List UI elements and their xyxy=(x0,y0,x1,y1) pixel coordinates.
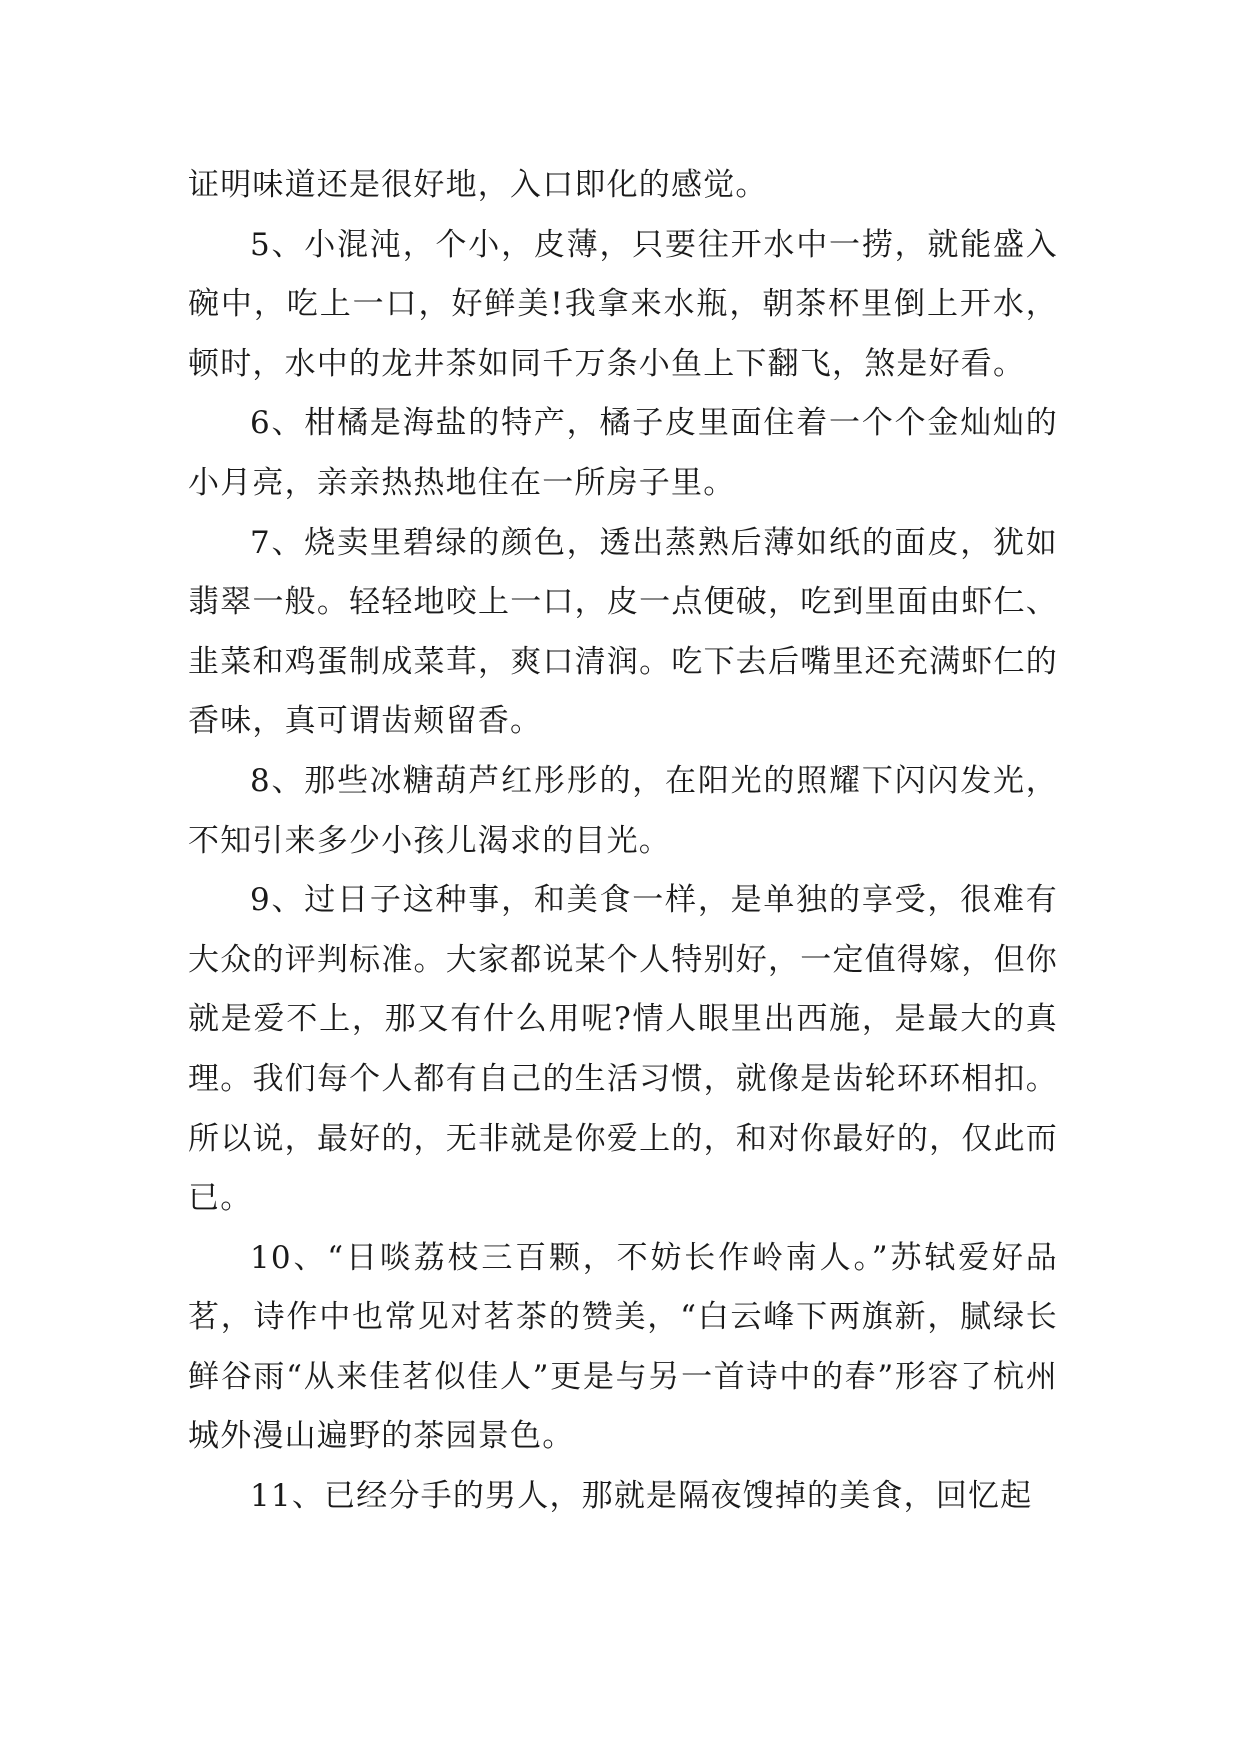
paragraph-item-8: 8、那些冰糖葫芦红彤彤的，在阳光的照耀下闪闪发光，不知引来多少小孩儿渴求的目光。 xyxy=(188,762,1058,859)
paragraph-item-7: 7、烧卖里碧绿的颜色，透出蒸熟后薄如纸的面皮，犹如翡翠一般。轻轻地咬上一口，皮一点便破，吃到里面由虾仁、韭菜和鸡蛋制成菜茸，爽口清润。吃下去后嘴里还充满虾仁的香味，真可谓齿颊留香。 xyxy=(188,524,1058,740)
paragraph-item-11: 11、已经分手的男人，那就是隔夜馊掉的美食，回忆起 xyxy=(250,1478,1033,1515)
paragraph-item-9: 9、过日子这种事，和美食一样，是单独的享受，很难有大众的评判标准。大家都说某个人特别好，一定值得嫁，但你就是爱不上，那又有什么用呢?情人眼里出西施，是最大的真理。我们每个人都有自己的生活习惯，就像是齿轮环环相扣。所以说，最好的，无非就是你爱上的，和对你最好的，仅此而已。 xyxy=(188,882,1058,1217)
document-body xyxy=(188,156,1058,1527)
paragraph-item-10: 10、“日啖荔枝三百颗，不妨长作岭南人。”苏轼爱好品茗，诗作中也常见对茗茶的赞美，“白云峰下两旗新，腻绿长鲜谷雨“从来佳茗似佳人”更是与另一首诗中的春”形容了杭州城外漫山遍野的茶园景色。 xyxy=(188,1239,1058,1455)
paragraph-item-6: 6、柑橘是海盐的特产，橘子皮里面住着一个个金灿灿的小月亮，亲亲热热地住在一所房子里。 xyxy=(188,405,1058,501)
paragraph-item-5: 5、小混沌，个小，皮薄，只要往开水中一捞，就能盛入碗中，吃上一口，好鲜美!我拿来水瓶，朝茶杯里倒上开水，顿时，水中的龙井茶如同千万条小鱼上下翻飞，煞是好看。 xyxy=(188,226,1058,382)
paragraph-continuation: 证明味道还是很好地，入口即化的感觉。 xyxy=(188,167,768,203)
